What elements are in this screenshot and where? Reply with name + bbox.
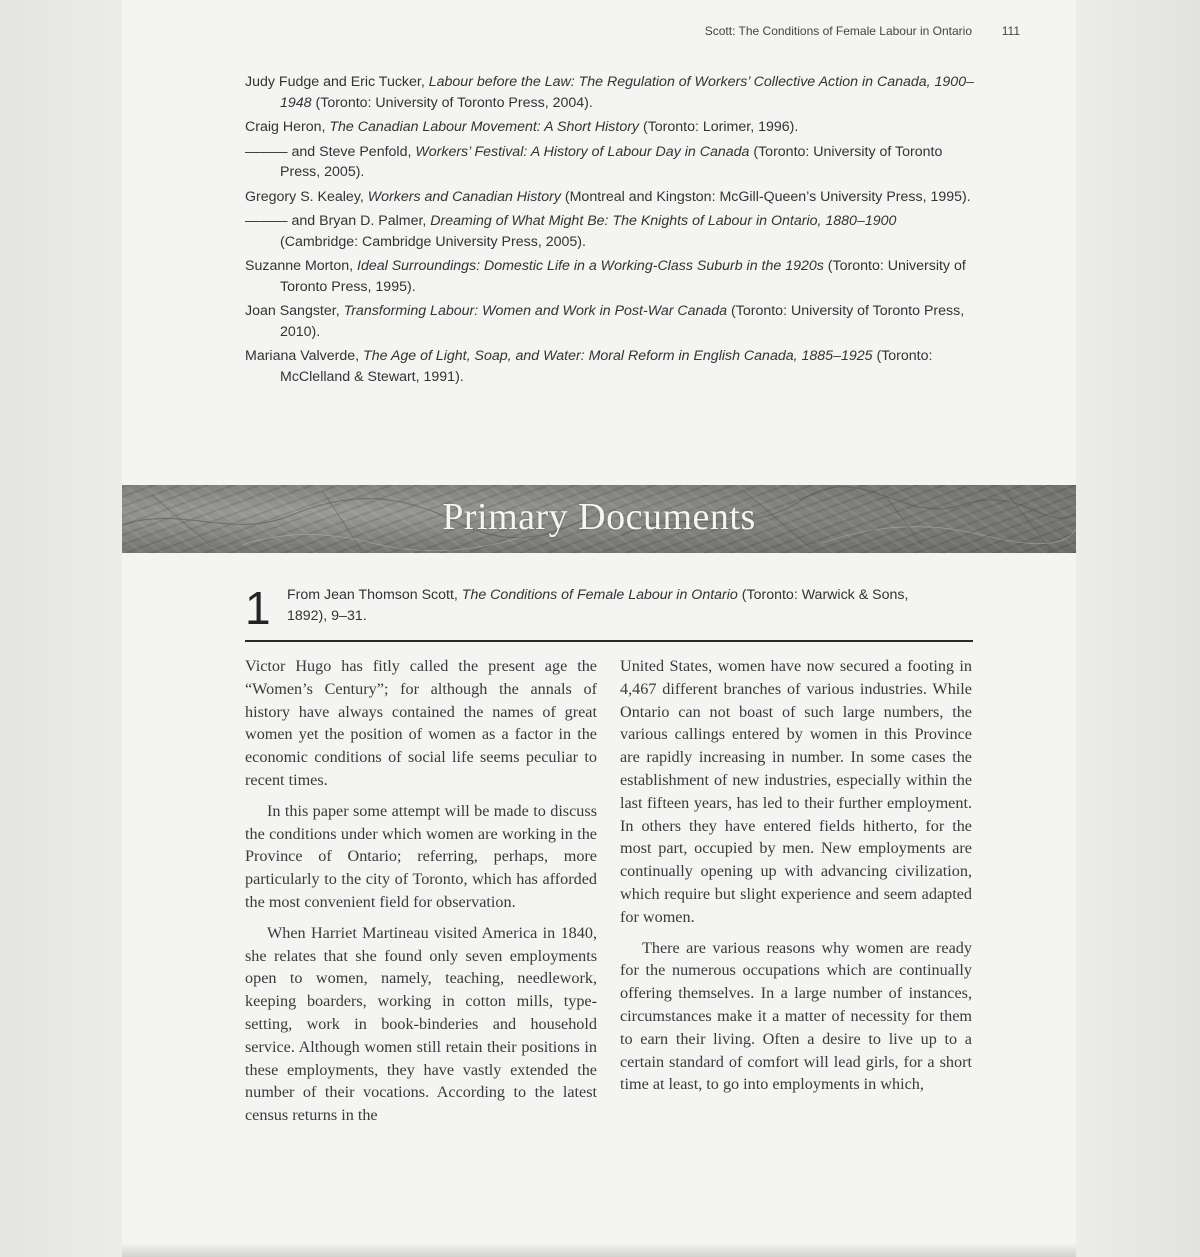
body-paragraph: Victor Hugo has fitly called the present age the “Women’s Century”; for although the annals of history have always contained the names of great women yet the position of women as a factor in the economic conditions of social life seems peculiar to recent times. xyxy=(245,657,597,789)
body-column-right xyxy=(620,655,972,1104)
reference-entry: ——— and Steve Penfold, Workers’ Festival: A History of Labour Day in Canada (Toronto: University of Toronto Press, 2005). xyxy=(245,143,943,180)
scan-margin-right xyxy=(1076,0,1200,1257)
body-paragraph: In this paper some attempt will be made to discuss the conditions under which women are working in the Province of Ontario; referring, perhaps, more particularly to the city of Toronto, which has afforded the most convenient field for observation. xyxy=(245,801,597,911)
document-header xyxy=(245,582,975,637)
body-paragraph: United States, women have now secured a footing in 4,467 different branches of various industries. While Ontario can not boast of such large numbers, the various callings entered by women in this Province are rapidly increasing in number. In some cases the establishment of new industries, especially within the last fifteen years, has led to their further employment. In others they have entered fields hitherto, for the most part, occupied by men. New employments are continually opening up with advancing civilization, which require but slight experience and seem adapted for women. xyxy=(620,657,972,926)
further-readings-list xyxy=(245,72,975,391)
banner-title: Primary Documents xyxy=(442,496,756,538)
document-number: 1 xyxy=(245,582,271,634)
page-number: 111 xyxy=(1001,24,1020,38)
scan-margin-left xyxy=(0,0,122,1257)
reference-entry: Suzanne Morton, Ideal Surroundings: Domestic Life in a Working-Class Suburb in the 1920s (Toronto: University of Toronto Press, 1995). xyxy=(245,258,966,295)
reference-entry: Mariana Valverde, The Age of Light, Soap, and Water: Moral Reform in English Canada, 1885–1925 (Toronto: McClelland & Stewart, 1991). xyxy=(245,348,933,385)
body-paragraph: There are various reasons why women are ready for the numerous occupations which are continually offering themselves. In a large number of instances, circumstances make it a matter of necessity for them to earn their living. Often a desire to live up to a certain standard of comfort will lead girls, for a short time at least, to go into employments in which, xyxy=(620,938,972,1094)
document-source: From Jean Thomson Scott, The Conditions of Female Labour in Ontario (Toronto: Warwick & Sons, 1892), 9–31. xyxy=(287,587,909,624)
reference-entry: Joan Sangster, Transforming Labour: Women and Work in Post-War Canada (Toronto: University of Toronto Press, 2010). xyxy=(245,303,965,340)
section-banner xyxy=(122,485,1076,553)
header-rule xyxy=(245,640,973,642)
reference-entry: Craig Heron, The Canadian Labour Movement: A Short History (Toronto: Lorimer, 1996). xyxy=(245,119,799,135)
body-paragraph: When Harriet Martineau visited America in 1840, she relates that she found only seven employments open to women, namely, teaching, needlework, keeping boarders, working in cotton mills, type-setting, work in book-binderies and household service. Although women still retain their positions in these employments, they have vastly extended the number of their vocations. According to the latest census returns in the xyxy=(245,923,597,1125)
reference-entry: Gregory S. Kealey, Workers and Canadian History (Montreal and Kingston: McGill-Queen’s University Press, 1995). xyxy=(245,188,971,205)
running-head-title: Scott: The Conditions of Female Labour in Ontario xyxy=(704,24,972,38)
reference-entry: ——— and Bryan D. Palmer, Dreaming of What Might Be: The Knights of Labour in Ontario, 1880–1900 (Cambridge: Cambridge University Press, 2005). xyxy=(245,213,897,250)
reference-entry: Judy Fudge and Eric Tucker, Labour before the Law: The Regulation of Workers’ Collective Action in Canada, 1900–1948 (Toronto: University of Toronto Press, 2004). xyxy=(245,74,974,111)
body-column-left xyxy=(245,655,597,1135)
page-bottom-edge xyxy=(122,1243,1076,1257)
